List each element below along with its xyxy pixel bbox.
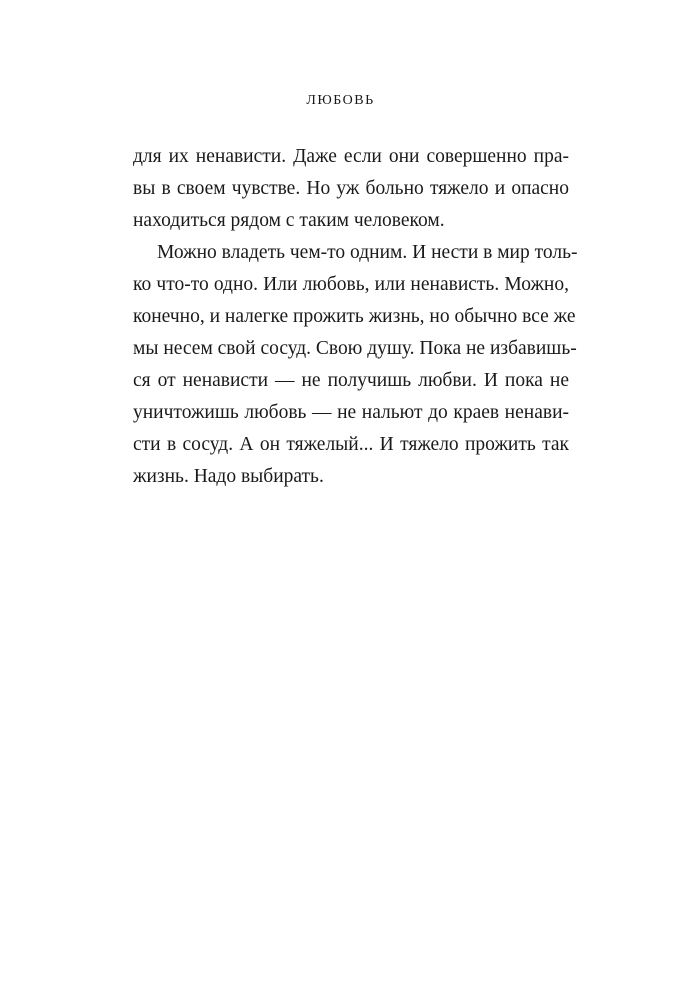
text-line: сти в сосуд. А он тяжелый... И тяжело прожить так — [133, 434, 569, 455]
running-head: ЛЮБОВЬ — [306, 93, 375, 108]
paragraph-1 — [133, 141, 569, 237]
text-line: для их ненависти. Даже если они совершенно пра- — [133, 146, 569, 167]
text-line: находиться рядом с таким человеком. — [133, 210, 445, 231]
text-line: жизнь. Надо выбирать. — [133, 466, 324, 487]
text-line: вы в своем чувстве. Но уж больно тяжело и опасно — [133, 178, 569, 199]
body-text — [133, 141, 578, 493]
text-line: ся от ненависти — не получишь любви. И пока не — [133, 370, 569, 391]
text-line: Можно владеть чем-то одним. И нести в мир толь- — [157, 242, 578, 263]
paragraph-2 — [133, 237, 578, 493]
text-line: ко что-то одно. Или любовь, или ненависть. Можно, — [133, 274, 569, 295]
text-line: конечно, и налегке прожить жизнь, но обычно все же — [133, 306, 576, 327]
text-line: уничтожишь любовь — не нальют до краев ненави- — [133, 402, 569, 423]
text-line: мы несем свой сосуд. Свою душу. Пока не избавишь- — [133, 338, 577, 359]
